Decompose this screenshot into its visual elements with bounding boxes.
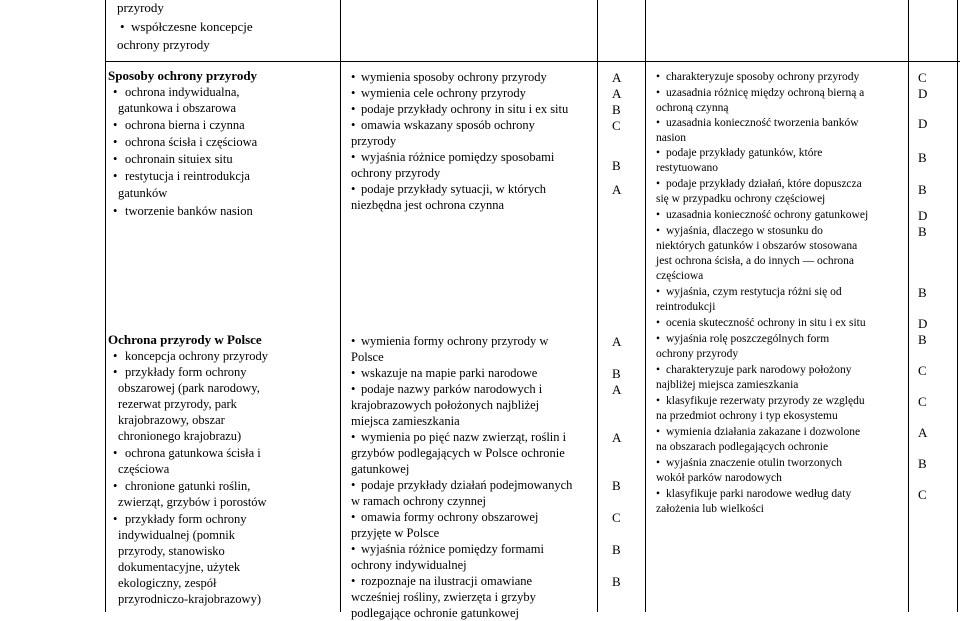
bullet: •	[351, 334, 356, 348]
topic-item-line: dokumentacyjne, użytek	[118, 560, 241, 574]
table-divider-level-extended	[645, 0, 646, 612]
level-letter: C	[918, 70, 927, 85]
requirement-line: gatunkowej	[351, 462, 410, 476]
requirement-line: wyjaśnia różnice pomiędzy sposobami	[361, 150, 555, 164]
bullet: •	[351, 102, 356, 116]
level-letter: A	[612, 182, 622, 197]
topic-item-line: przyrodniczo-krajobrazowy)	[118, 592, 261, 606]
bullet: •	[656, 87, 661, 99]
topic-item-line: chronione gatunki roślin,	[125, 479, 251, 493]
bullet: •	[656, 488, 661, 500]
requirement-line: nasion	[656, 132, 687, 144]
requirement-line: założenia lub wielkości	[656, 503, 764, 515]
topic-item-line: przyrody, stanowisko	[118, 544, 225, 558]
level-letter: C	[612, 118, 621, 133]
bullet: •	[351, 510, 356, 524]
topic-item-line: obszarowej (park narodowy,	[118, 381, 260, 395]
topic-item-line: koncepcja ochrony przyrody	[125, 349, 268, 363]
requirement-line: omawia wskazany sposób ochrony	[361, 118, 535, 132]
requirement-line: niezbędna jest ochrona czynna	[351, 198, 505, 212]
topic-item-line: gatunków	[118, 186, 168, 200]
topic-item-line: indywidualnej (pomnik	[118, 528, 235, 542]
bullet: •	[656, 317, 661, 329]
level-letter: B	[918, 182, 927, 197]
bullet: •	[113, 204, 118, 218]
requirement-line: podaje przykłady sytuacji, w których	[361, 182, 547, 196]
level-letter: B	[612, 478, 621, 493]
bullet: •	[120, 19, 125, 34]
requirement-line: przyjęte w Polsce	[351, 526, 440, 540]
requirement-line: wyjaśnia, dlaczego w stosunku do	[666, 225, 823, 237]
bullet: •	[113, 118, 118, 132]
level-letter: A	[918, 425, 928, 440]
requirement-line: się w przypadku ochrony częściowej	[656, 193, 826, 205]
table-divider-topics	[340, 0, 341, 612]
bullet: •	[656, 333, 661, 345]
level-letter: B	[612, 158, 621, 173]
level-letter: B	[612, 366, 621, 381]
requirement-line: wymienia po pięć nazw zwierząt, roślin i	[361, 430, 567, 444]
level-letter: A	[612, 70, 622, 85]
requirement-line: najbliżej miejsca zamieszkania	[656, 379, 799, 391]
bullet: •	[113, 349, 118, 363]
requirement-line: reintrodukcji	[656, 301, 716, 313]
requirement-line: przyrody	[351, 134, 397, 148]
level-letter: C	[612, 510, 621, 525]
requirement-line: ochrony przyrody	[656, 348, 739, 360]
topic-item-line: tworzenie banków nasion	[125, 204, 253, 218]
topic-item-line: gatunkowa i obszarowa	[118, 101, 237, 115]
requirement-line: wyjaśnia, czym restytucja różni się od	[666, 286, 842, 298]
topic-item-line: ochrona ścisła i częściowa	[125, 135, 258, 149]
topic-item-line: krajobrazowy, obszar	[118, 413, 225, 427]
requirement-line: Polsce	[351, 350, 384, 364]
requirement-line: wokół parków narodowych	[656, 472, 782, 484]
bullet: •	[113, 446, 118, 460]
requirement-line: na obszarach podlegających ochronie	[656, 441, 829, 453]
requirement-line: wymienia formy ochrony przyrody w	[361, 334, 549, 348]
requirement-line: charakteryzuje sposoby ochrony przyrody	[666, 71, 860, 83]
requirement-line: podaje przykłady działań podejmowanych	[361, 478, 573, 492]
bullet: •	[656, 117, 661, 129]
bullet: •	[351, 70, 356, 84]
requirement-line: uzasadnia konieczność tworzenia banków	[666, 117, 859, 129]
level-letter: A	[612, 334, 622, 349]
requirement-line: ochroną czynną	[656, 102, 729, 114]
bullet: •	[351, 430, 356, 444]
requirement-line: klasyfikuje rezerwaty przyrody ze względu	[666, 395, 865, 407]
requirement-line: wcześniej rośliny, zwierzęta i grzyby	[351, 590, 536, 604]
requirement-line: ochrony indywidualnej	[351, 558, 467, 572]
prev-topic-line: współczesne koncepcje	[131, 19, 253, 34]
level-letter: D	[918, 86, 928, 101]
bullet: •	[113, 169, 118, 183]
bullet: •	[351, 366, 356, 380]
level-letter: C	[918, 394, 927, 409]
level-letter: A	[612, 430, 622, 445]
topic-item-line: restytucja i reintrodukcja	[125, 169, 250, 183]
bullet: •	[351, 86, 356, 100]
requirement-line: częściowa	[656, 270, 704, 282]
requirement-line: wyjaśnia różnice pomiędzy formami	[361, 542, 544, 556]
level-letter: B	[918, 332, 927, 347]
bullet: •	[656, 147, 661, 159]
level-letter: D	[918, 316, 928, 331]
requirement-line: niektórych gatunków i obszarów stosowana	[656, 240, 858, 252]
requirement-line: podaje przykłady gatunków, które	[666, 147, 823, 159]
level-letter: B	[612, 542, 621, 557]
requirement-line: podaje przykłady ochrony in situ i ex situ	[361, 102, 569, 116]
topic-item-line: częściowa	[118, 462, 170, 476]
bullet: •	[113, 479, 118, 493]
bullet: •	[656, 286, 661, 298]
bullet: •	[656, 209, 661, 221]
bullet: •	[351, 150, 356, 164]
level-letter: B	[918, 224, 927, 239]
bullet: •	[113, 512, 118, 526]
table-divider-basic-level	[597, 0, 598, 612]
bullet: •	[656, 225, 661, 237]
topic-item-line: ochrona indywidualna,	[125, 85, 240, 99]
requirement-line: miejsca zamieszkania	[351, 414, 460, 428]
requirement-line: klasyfikuje parki narodowe według daty	[666, 488, 852, 500]
requirement-line: restytuowano	[656, 162, 718, 174]
bullet: •	[656, 178, 661, 190]
topic-heading: Ochrona przyrody w Polsce	[108, 332, 262, 347]
requirement-line: omawia formy ochrony obszarowej	[361, 510, 539, 524]
level-letter: B	[918, 456, 927, 471]
level-letter: C	[918, 363, 927, 378]
requirement-line: charakteryzuje park narodowy położony	[666, 364, 852, 376]
requirement-line: jest ochrona ścisła, a do innych — ochrona	[656, 255, 854, 267]
table-border-right	[957, 0, 958, 612]
bullet: •	[656, 426, 661, 438]
level-letter: A	[612, 382, 622, 397]
bullet: •	[656, 71, 661, 83]
level-letter: A	[612, 86, 622, 101]
prev-topic-line: ochrony przyrody	[117, 37, 210, 52]
bullet: •	[656, 364, 661, 376]
requirement-line: w ramach ochrony czynnej	[351, 494, 487, 508]
bullet: •	[351, 118, 356, 132]
bullet: •	[351, 574, 356, 588]
bullet: •	[351, 182, 356, 196]
table-border-left	[105, 0, 106, 612]
requirement-line: wymienia sposoby ochrony przyrody	[361, 70, 547, 84]
bullet: •	[656, 395, 661, 407]
level-letter: B	[612, 102, 621, 117]
level-letter: B	[612, 574, 621, 589]
requirement-line: na przedmiot ochrony i typ ekosystemu	[656, 410, 838, 422]
topic-item-line: chronionego krajobrazu)	[118, 429, 242, 443]
requirement-line: podaje nazwy parków narodowych i	[361, 382, 543, 396]
topic-item-line: zwierząt, grzybów i porostów	[118, 495, 267, 509]
requirement-line: podaje przykłady działań, które dopuszcza	[666, 178, 862, 190]
table-row-divider	[105, 61, 960, 62]
requirement-line: wskazuje na mapie parki narodowe	[361, 366, 538, 380]
level-letter: C	[918, 487, 927, 502]
bullet: •	[113, 152, 118, 166]
bullet: •	[351, 542, 356, 556]
bullet: •	[113, 135, 118, 149]
bullet: •	[351, 382, 356, 396]
requirement-line: wymienia działania zakazane i dozwolone	[666, 426, 861, 438]
topic-item-line: ekologiczny, zespół	[118, 576, 217, 590]
level-letter: D	[918, 116, 928, 131]
topic-item-line: przykłady form ochrony	[125, 365, 247, 379]
requirement-line: ochrony przyrody	[351, 166, 441, 180]
requirement-line: uzasadnia konieczność ochrony gatunkowej	[666, 209, 869, 221]
requirement-line: rozpoznaje na ilustracji omawiane	[361, 574, 533, 588]
level-letter: D	[918, 208, 928, 223]
topic-item-line: ochronain situiex situ	[125, 152, 233, 166]
requirement-line: grzybów podlegających w Polsce ochronie	[351, 446, 565, 460]
requirement-line: podlegające ochronie gatunkowej	[351, 606, 519, 620]
requirement-line: krajobrazowych położonych najbliżej	[351, 398, 540, 412]
bullet: •	[113, 365, 118, 379]
bullet: •	[656, 457, 661, 469]
topic-item-line: ochrona bierna i czynna	[125, 118, 245, 132]
level-letter: B	[918, 285, 927, 300]
requirement-line: wyjaśnia znaczenie otulin tworzonych	[666, 457, 842, 469]
bullet: •	[351, 478, 356, 492]
table-divider-extended-level	[908, 0, 909, 612]
topic-heading: Sposoby ochrony przyrody	[108, 68, 258, 83]
level-letter: B	[918, 150, 927, 165]
topic-item-line: rezerwat przyrody, park	[118, 397, 237, 411]
requirement-line: ocenia skuteczność ochrony in situ i ex situ	[666, 317, 866, 329]
requirement-line: wyjaśnia rolę poszczególnych form	[666, 333, 830, 345]
bullet: •	[113, 85, 118, 99]
topic-item-line: ochrona gatunkowa ścisła i	[125, 446, 261, 460]
requirement-line: uzasadnia różnicę między ochroną bierną a	[666, 87, 865, 99]
prev-topic-line: przyrody	[117, 0, 164, 15]
topic-item-line: przykłady form ochrony	[125, 512, 247, 526]
requirement-line: wymienia cele ochrony przyrody	[361, 86, 526, 100]
